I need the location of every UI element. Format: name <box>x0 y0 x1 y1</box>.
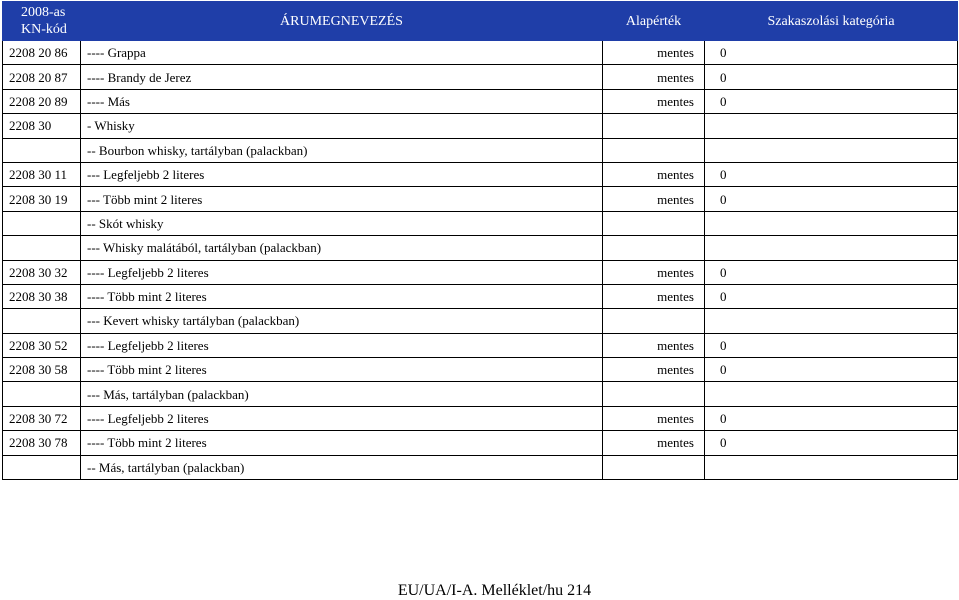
staging-category-cell <box>705 138 958 162</box>
base-rate-cell: mentes <box>603 89 705 113</box>
base-rate-cell <box>603 309 705 333</box>
description-cell: - Whisky <box>81 114 603 138</box>
table-row <box>3 236 958 260</box>
staging-category-cell: 0 <box>705 41 958 65</box>
table-row <box>3 333 958 357</box>
base-rate-cell: mentes <box>603 358 705 382</box>
table-row <box>3 309 958 333</box>
base-rate-cell: mentes <box>603 431 705 455</box>
cn-code-cell <box>3 309 81 333</box>
table-row <box>3 187 958 211</box>
staging-category-cell <box>705 382 958 406</box>
base-rate-cell: mentes <box>603 406 705 430</box>
header-staging-category: Szakaszolási kategória <box>705 2 958 41</box>
table-row <box>3 455 958 479</box>
description-cell: ---- Több mint 2 literes <box>81 431 603 455</box>
staging-category-cell: 0 <box>705 260 958 284</box>
table-row <box>3 406 958 430</box>
cn-code-cell: 2208 20 87 <box>3 65 81 89</box>
cn-code-cell: 2208 20 86 <box>3 41 81 65</box>
description-cell: ---- Legfeljebb 2 literes <box>81 333 603 357</box>
staging-category-cell: 0 <box>705 333 958 357</box>
table-body <box>3 41 958 480</box>
description-cell: ---- Több mint 2 literes <box>81 284 603 308</box>
base-rate-cell: mentes <box>603 41 705 65</box>
staging-category-cell: 0 <box>705 358 958 382</box>
staging-category-cell: 0 <box>705 187 958 211</box>
description-cell: --- Több mint 2 literes <box>81 187 603 211</box>
table-row <box>3 162 958 186</box>
staging-category-cell: 0 <box>705 89 958 113</box>
table-row <box>3 211 958 235</box>
cn-code-cell <box>3 382 81 406</box>
base-rate-cell: mentes <box>603 284 705 308</box>
cn-code-cell: 2208 30 58 <box>3 358 81 382</box>
base-rate-cell <box>603 382 705 406</box>
table-row <box>3 138 958 162</box>
header-cn-code-line1: 2008-as <box>21 5 66 20</box>
staging-category-cell <box>705 455 958 479</box>
cn-code-cell: 2208 30 78 <box>3 431 81 455</box>
base-rate-cell: mentes <box>603 333 705 357</box>
table-row <box>3 89 958 113</box>
description-cell: -- Bourbon whisky, tartályban (palackban) <box>81 138 603 162</box>
cn-code-cell: 2208 30 11 <box>3 162 81 186</box>
base-rate-cell <box>603 211 705 235</box>
cn-code-cell: 2208 30 <box>3 114 81 138</box>
table-row <box>3 431 958 455</box>
description-cell: ---- Legfeljebb 2 literes <box>81 260 603 284</box>
table-row <box>3 358 958 382</box>
cn-code-cell: 2208 30 72 <box>3 406 81 430</box>
cn-code-cell: 2208 20 89 <box>3 89 81 113</box>
base-rate-cell <box>603 455 705 479</box>
cn-code-cell <box>3 455 81 479</box>
staging-category-cell: 0 <box>705 431 958 455</box>
page-footer <box>0 582 959 600</box>
base-rate-cell <box>603 138 705 162</box>
staging-category-cell <box>705 114 958 138</box>
table-row <box>3 114 958 138</box>
cn-code-cell: 2208 30 19 <box>3 187 81 211</box>
staging-category-cell: 0 <box>705 406 958 430</box>
header-description: ÁRUMEGNEVEZÉS <box>81 2 603 41</box>
description-cell: ---- Más <box>81 89 603 113</box>
description-cell: --- Kevert whisky tartályban (palackban) <box>81 309 603 333</box>
base-rate-cell: mentes <box>603 187 705 211</box>
description-cell: ---- Grappa <box>81 41 603 65</box>
base-rate-cell <box>603 114 705 138</box>
header-cn-code <box>3 2 81 41</box>
footer-reference: EU/UA/I-A. Melléklet/hu 214 <box>397 582 592 599</box>
description-cell: -- Más, tartályban (palackban) <box>81 455 603 479</box>
header-base-rate: Alapérték <box>603 2 705 41</box>
staging-category-cell: 0 <box>705 162 958 186</box>
tariff-table <box>2 1 958 480</box>
table-row <box>3 284 958 308</box>
description-cell: ---- Legfeljebb 2 literes <box>81 406 603 430</box>
cn-code-cell: 2208 30 32 <box>3 260 81 284</box>
description-cell: --- Más, tartályban (palackban) <box>81 382 603 406</box>
staging-category-cell: 0 <box>705 65 958 89</box>
description-cell: -- Skót whisky <box>81 211 603 235</box>
description-cell: --- Whisky malátából, tartályban (palackban) <box>81 236 603 260</box>
staging-category-cell <box>705 309 958 333</box>
description-cell: ---- Több mint 2 literes <box>81 358 603 382</box>
base-rate-cell: mentes <box>603 260 705 284</box>
table-header <box>3 2 958 41</box>
table-row <box>3 65 958 89</box>
staging-category-cell <box>705 211 958 235</box>
header-row <box>3 2 958 41</box>
staging-category-cell: 0 <box>705 284 958 308</box>
table-row <box>3 382 958 406</box>
header-cn-code-line2: KN-kód <box>21 22 67 37</box>
cn-code-cell: 2208 30 38 <box>3 284 81 308</box>
table-row <box>3 260 958 284</box>
description-cell: --- Legfeljebb 2 literes <box>81 162 603 186</box>
description-cell: ---- Brandy de Jerez <box>81 65 603 89</box>
cn-code-cell <box>3 211 81 235</box>
cn-code-cell <box>3 236 81 260</box>
base-rate-cell: mentes <box>603 65 705 89</box>
staging-category-cell <box>705 236 958 260</box>
cn-code-cell: 2208 30 52 <box>3 333 81 357</box>
table-row <box>3 41 958 65</box>
base-rate-cell: mentes <box>603 162 705 186</box>
base-rate-cell <box>603 236 705 260</box>
cn-code-cell <box>3 138 81 162</box>
